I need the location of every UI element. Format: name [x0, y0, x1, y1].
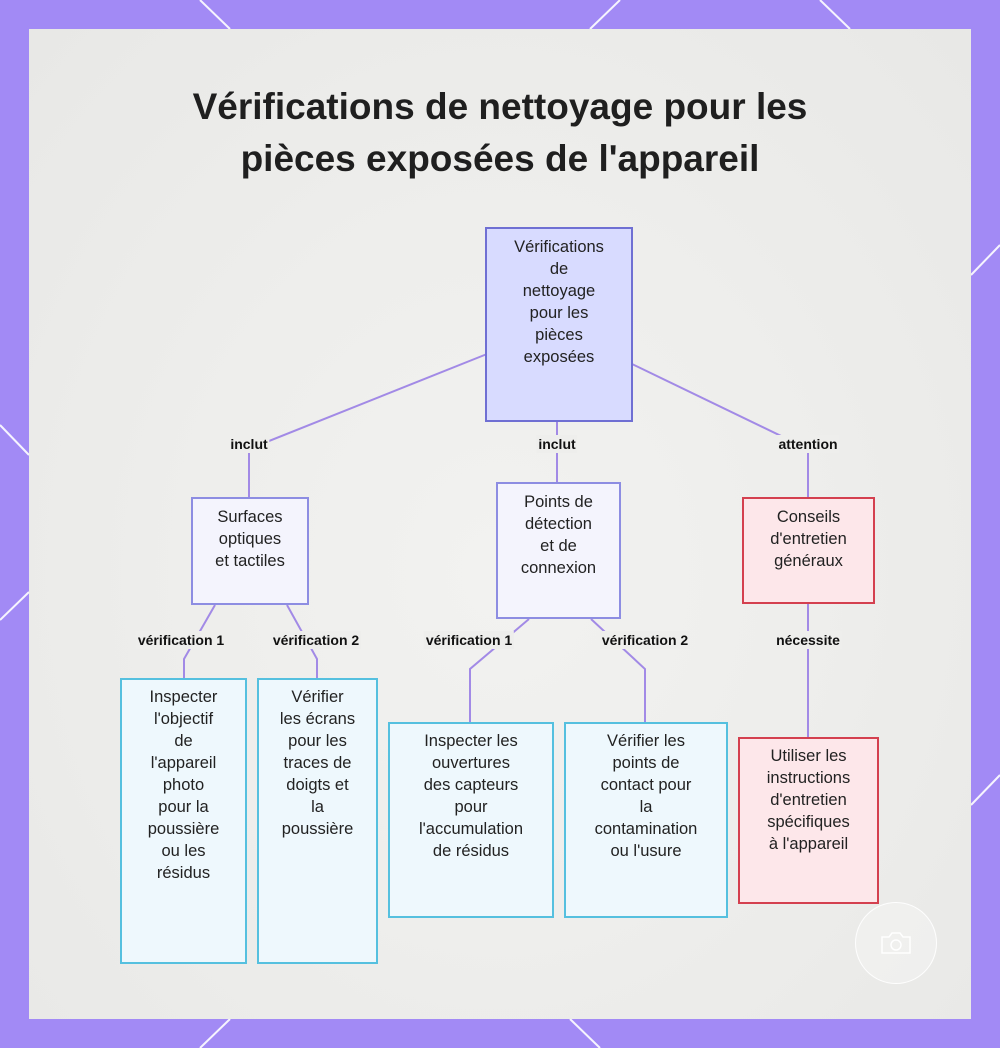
node-sensors-label: Points de détection et de connexion — [520, 493, 597, 577]
edge-root-tips — [632, 364, 808, 497]
node-tips — [742, 497, 875, 604]
edge-label-root-optical: inclut — [230, 436, 268, 452]
node-screens — [257, 678, 378, 964]
node-root — [485, 227, 633, 422]
title-line-2: pièces exposées de l'appareil — [240, 138, 760, 179]
node-root-label: Vérifications de nettoyage pour les pièces exposées — [514, 238, 604, 366]
node-openings — [388, 722, 554, 918]
edge-label-optical-lens: vérification 1 — [137, 632, 225, 648]
diagram-card — [29, 29, 971, 1019]
node-lens — [120, 678, 247, 964]
node-tips-label: Conseils d'entretien généraux — [770, 508, 847, 570]
node-optical-label: Surfaces optiques et tactiles — [215, 508, 285, 570]
node-instructions — [738, 737, 879, 904]
edge-label-root-tips: attention — [778, 436, 838, 452]
node-openings-label: Inspecter les ouvertures des capteurs pour l'accumulation de résidus — [418, 732, 524, 860]
edge-root-optical — [249, 354, 487, 497]
edge-label-sensors-openings: vérification 1 — [425, 632, 513, 648]
node-sensors — [496, 482, 621, 619]
node-contacts-label: Vérifier les points de contact pour la contamination ou l'usure — [594, 732, 698, 860]
node-screens-label: Vérifier les écrans pour les traces de doigts et la poussière — [279, 688, 356, 838]
edge-label-optical-screens: vérification 2 — [272, 632, 360, 648]
edge-label-sensors-contacts: vérification 2 — [601, 632, 689, 648]
edge-label-tips-instructions: nécessite — [776, 632, 840, 648]
edge-label-root-sensors: inclut — [538, 436, 576, 452]
node-optical — [191, 497, 309, 605]
logo-badge-icon — [855, 902, 937, 984]
node-contacts — [564, 722, 728, 918]
title-line-1: Vérifications de nettoyage pour les — [192, 86, 808, 127]
node-instructions-label: Utiliser les instructions d'entretien spécifiques à l'appareil — [766, 747, 851, 853]
node-lens-label: Inspecter l'objectif de l'appareil photo pour la poussière ou les résidus — [147, 688, 220, 882]
